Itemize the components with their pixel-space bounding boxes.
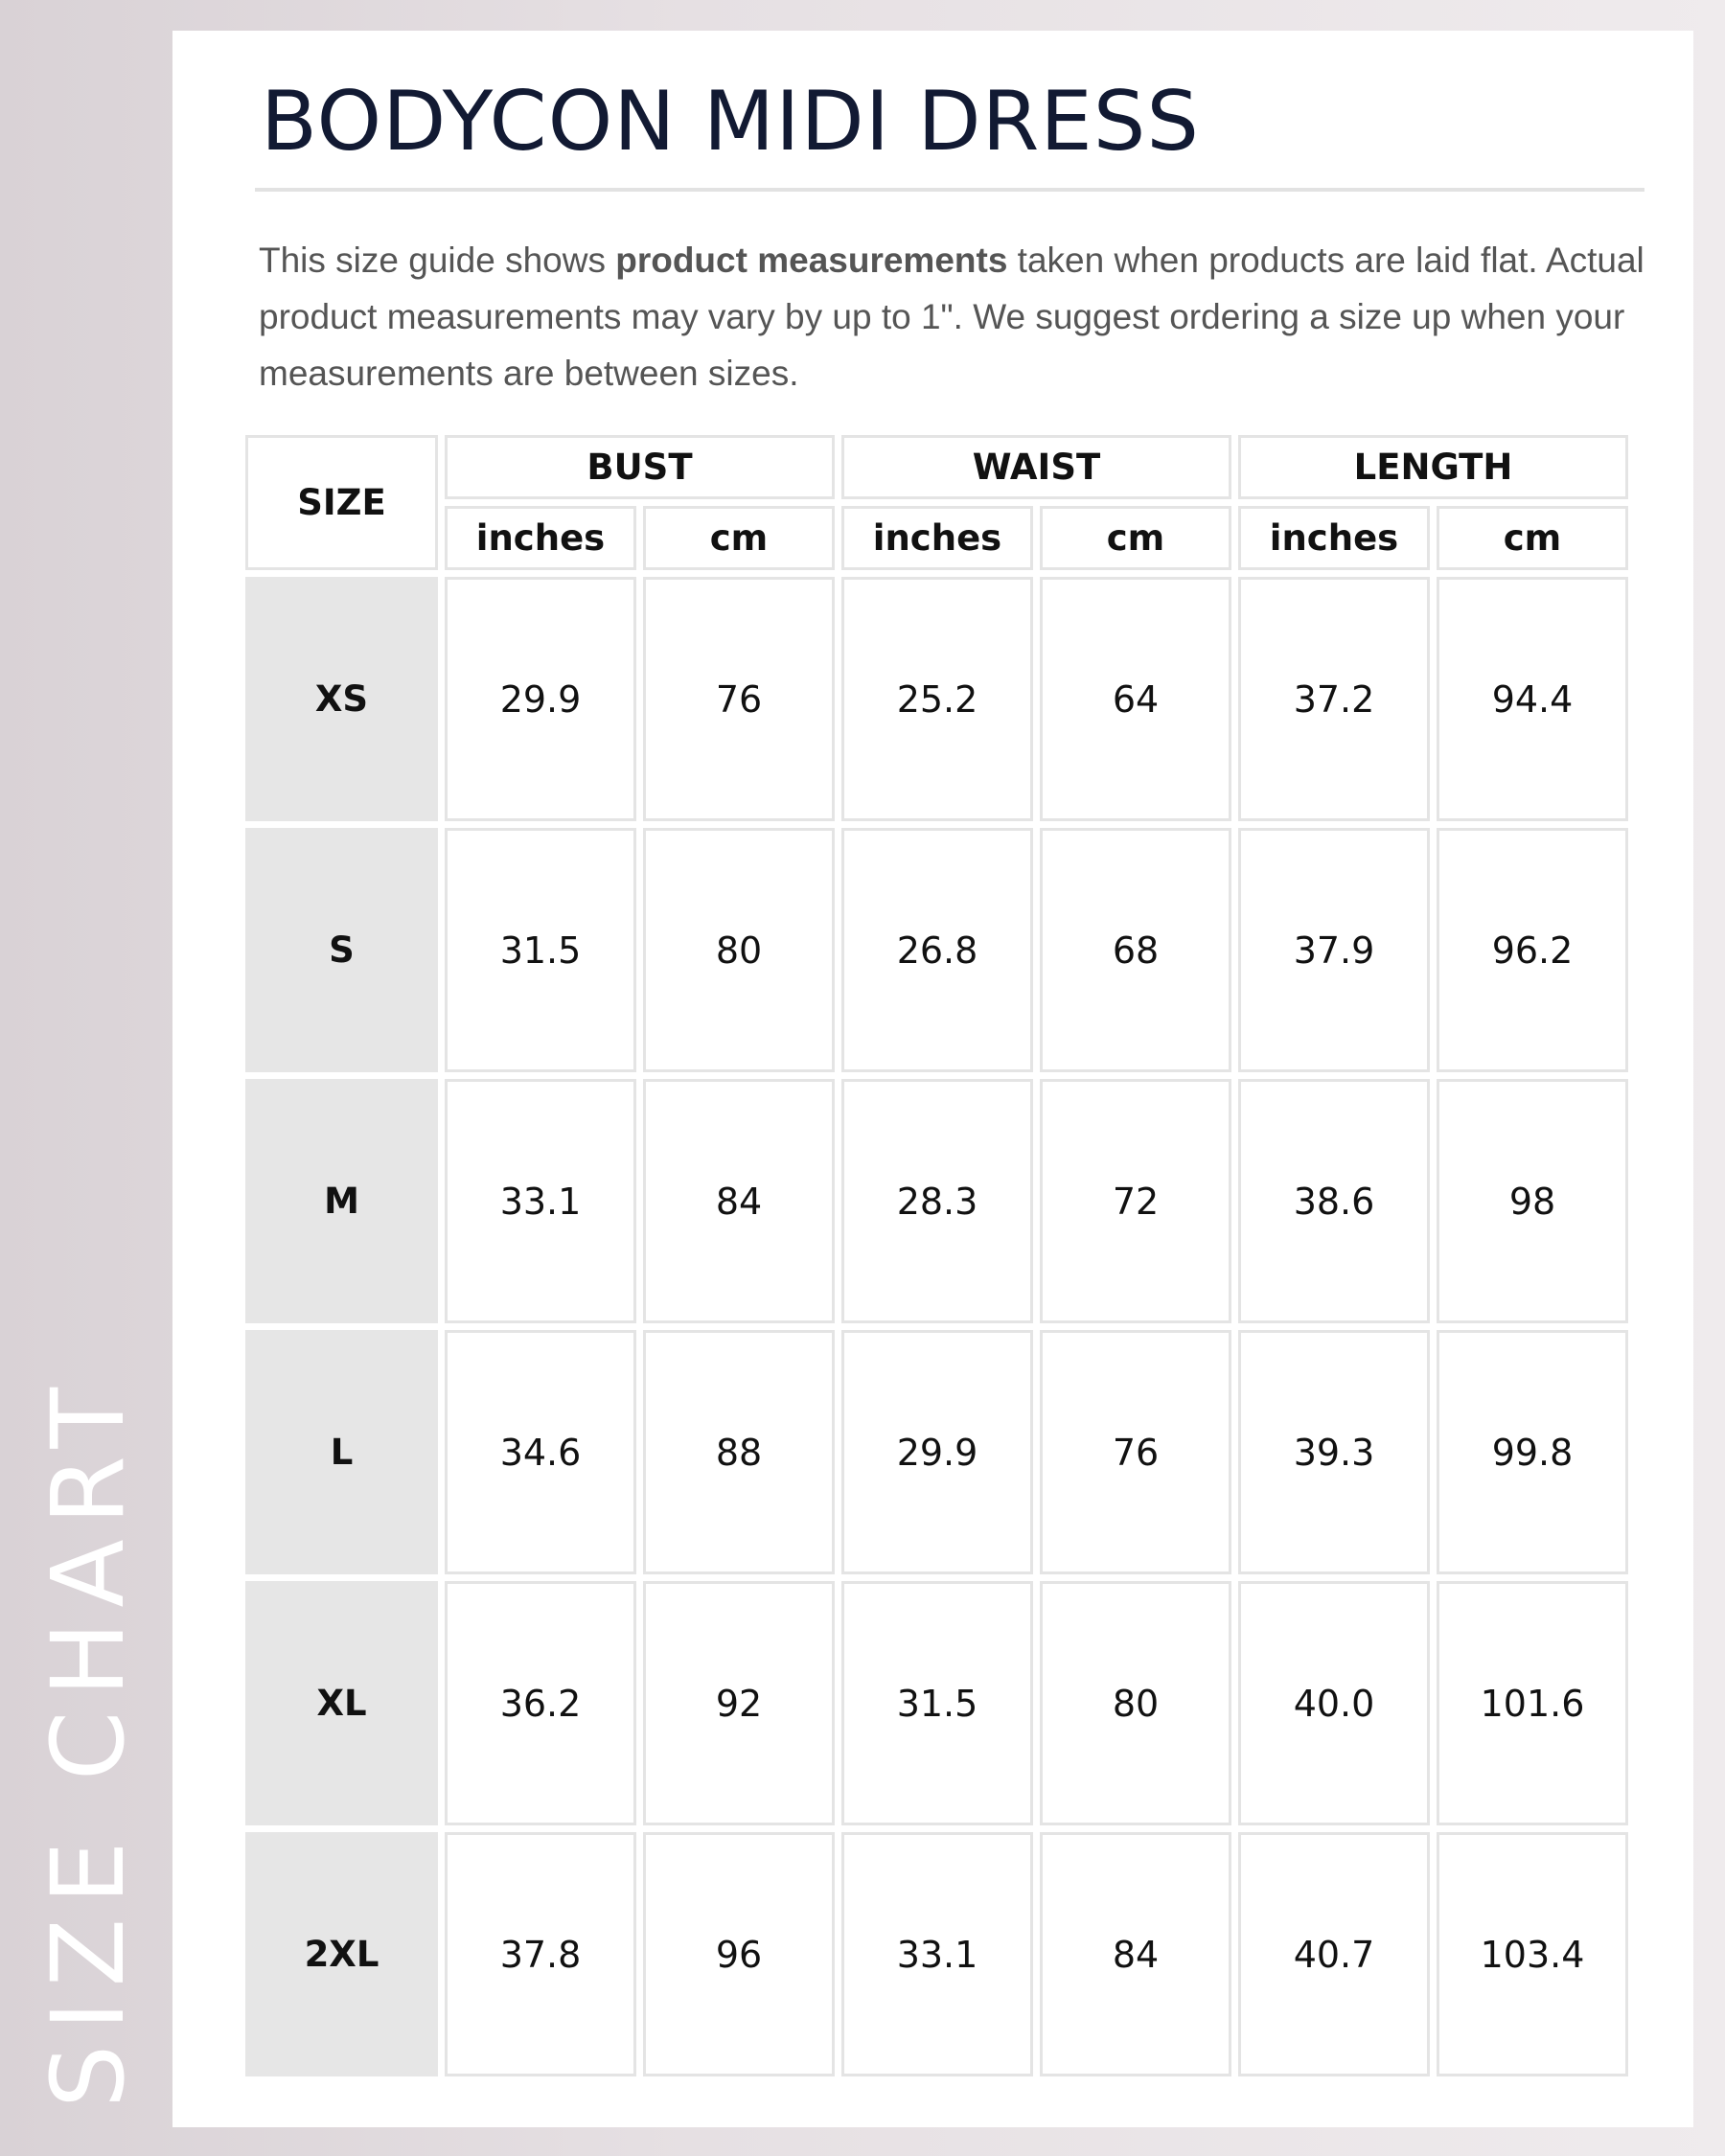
waist-inches-cell: 29.9 (841, 1330, 1033, 1574)
bust-header: BUST (445, 435, 835, 499)
size-cell: XL (245, 1581, 438, 1825)
size-column-header: SIZE (245, 435, 438, 570)
bust-inches-cell: 34.6 (445, 1330, 636, 1574)
size-cell: L (245, 1330, 438, 1574)
size-guide-description (259, 232, 1658, 401)
waist-cm-cell: 76 (1040, 1330, 1231, 1574)
length-header: LENGTH (1238, 435, 1628, 499)
waist-cm-cell: 80 (1040, 1581, 1231, 1825)
length-cm-cell: 98 (1437, 1079, 1628, 1323)
bust-cm-cell: 80 (643, 828, 835, 1072)
length-cm-header: cm (1437, 506, 1628, 570)
bust-inches-cell: 31.5 (445, 828, 636, 1072)
bust-cm-cell: 84 (643, 1079, 835, 1323)
length-cm-cell: 94.4 (1437, 577, 1628, 821)
length-inches-cell: 37.2 (1238, 577, 1430, 821)
length-inches-cell: 37.9 (1238, 828, 1430, 1072)
bust-inches-cell: 37.8 (445, 1832, 636, 2076)
length-cm-cell: 99.8 (1437, 1330, 1628, 1574)
bust-inches-cell: 36.2 (445, 1581, 636, 1825)
length-cm-cell: 101.6 (1437, 1581, 1628, 1825)
description-intro: This size guide shows (259, 241, 616, 280)
bust-cm-cell: 88 (643, 1330, 835, 1574)
table-row (245, 1330, 1628, 1574)
waist-cm-cell: 64 (1040, 577, 1231, 821)
table-row (245, 1832, 1628, 2076)
bust-inches-cell: 29.9 (445, 577, 636, 821)
waist-cm-cell: 72 (1040, 1079, 1231, 1323)
waist-cm-header: cm (1040, 506, 1231, 570)
table-row (245, 1581, 1628, 1825)
bust-cm-cell: 92 (643, 1581, 835, 1825)
page-title: BODYCON MIDI DRESS (261, 74, 1200, 170)
bust-cm-cell: 96 (643, 1832, 835, 2076)
length-inches-header: inches (1238, 506, 1430, 570)
size-cell: M (245, 1079, 438, 1323)
length-cm-cell: 96.2 (1437, 828, 1628, 1072)
length-inches-cell: 39.3 (1238, 1330, 1430, 1574)
size-cell: S (245, 828, 438, 1072)
length-inches-cell: 40.0 (1238, 1581, 1430, 1825)
waist-header: WAIST (841, 435, 1231, 499)
length-inches-cell: 40.7 (1238, 1832, 1430, 2076)
size-table (239, 428, 1635, 2083)
waist-cm-cell: 68 (1040, 828, 1231, 1072)
bust-inches-cell: 33.1 (445, 1079, 636, 1323)
waist-inches-cell: 25.2 (841, 577, 1033, 821)
size-chart-side-label: SIZE CHART (30, 1373, 147, 2108)
size-cell: 2XL (245, 1832, 438, 2076)
bust-inches-header: inches (445, 506, 636, 570)
bust-cm-header: cm (643, 506, 835, 570)
length-inches-cell: 38.6 (1238, 1079, 1430, 1323)
table-row (245, 828, 1628, 1072)
size-cell: XS (245, 577, 438, 821)
description-emphasis: product measurements (615, 241, 1008, 280)
description-rest: taken when products are laid flat. Actual product measurements may vary by up to 1". We suggest ordering a size up when your measurements are between sizes. (259, 241, 1644, 393)
waist-cm-cell: 84 (1040, 1832, 1231, 2076)
group-header-row (245, 435, 1628, 499)
waist-inches-cell: 31.5 (841, 1581, 1033, 1825)
waist-inches-header: inches (841, 506, 1033, 570)
unit-header-row (245, 506, 1628, 570)
waist-inches-cell: 28.3 (841, 1079, 1033, 1323)
waist-inches-cell: 33.1 (841, 1832, 1033, 2076)
length-cm-cell: 103.4 (1437, 1832, 1628, 2076)
title-divider (255, 188, 1644, 192)
bust-cm-cell: 76 (643, 577, 835, 821)
table-row (245, 1079, 1628, 1323)
size-guide-card (172, 31, 1693, 2127)
waist-inches-cell: 26.8 (841, 828, 1033, 1072)
table-row (245, 577, 1628, 821)
